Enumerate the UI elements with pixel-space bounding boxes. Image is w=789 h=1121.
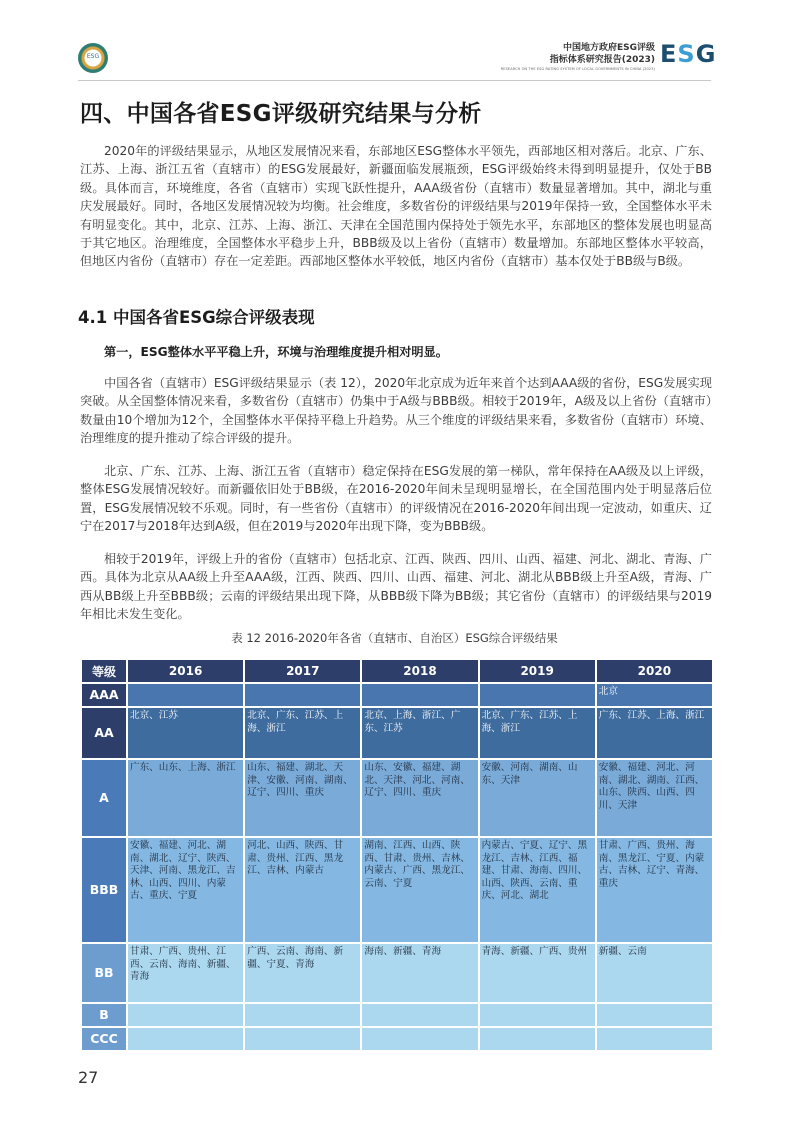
table-cell: 河北、山西、陕西、甘肃、贵州、江西、黑龙江、吉林、内蒙古 — [245, 838, 360, 942]
table-cell — [362, 684, 477, 706]
table-cell: 安徽、福建、河北、湖南、湖北、辽宁、陕西、天津、河南、黑龙江、吉林、山西、四川、内蒙古、重庆、宁夏 — [128, 838, 243, 942]
table-row — [82, 838, 712, 942]
table-row — [82, 708, 712, 758]
grade-label: BBB — [82, 838, 126, 942]
esg-rating-table — [80, 658, 714, 1052]
table-cell: 青海、新疆、广西、贵州 — [480, 944, 595, 1002]
grade-label: AA — [82, 708, 126, 758]
table-header-cell: 2016 — [128, 660, 243, 682]
table-cell: 湖南、江西、山西、陕西、甘肃、贵州、吉林、内蒙古、广西、黑龙江、云南、宁夏 — [362, 838, 477, 942]
table-cell — [128, 684, 243, 706]
table-cell: 北京、上海、浙江、广东、江苏 — [362, 708, 477, 758]
table-header-cell: 2019 — [480, 660, 595, 682]
table-header-cell: 等级 — [82, 660, 126, 682]
body-paragraph-1: 中国各省（直辖市）ESG评级结果显示（表 12），2020年北京成为近年来首个达到AAA级的省份，ESG发展实现突破。从全国整体情况来看，多数省份（直辖市）仍集中于A级与BBB级。相较于2019年，A级及以上省份（直辖市）数量由10个增加为12个，全国整体水平保持平稳上升趋势。从三个维度的评级结果来看，多数省份（直辖市）环境、治理维度的提升推动了综合评级的提升。 — [80, 376, 712, 446]
table-header-row — [82, 660, 712, 682]
table-cell: 北京、广东、江苏、上海、浙江 — [480, 708, 595, 758]
table-cell — [480, 684, 595, 706]
table-cell: 广西、云南、海南、新疆、宁夏、青海 — [245, 944, 360, 1002]
grade-label: CCC — [82, 1028, 126, 1050]
table-header-cell: 2020 — [597, 660, 712, 682]
table-cell: 山东、安徽、福建、湖北、天津、河北、河南、辽宁、四川、重庆 — [362, 760, 477, 836]
table-cell — [480, 1004, 595, 1026]
table-cell: 山东、福建、湖北、天津、安徽、河南、湖南、辽宁、四川、重庆 — [245, 760, 360, 836]
table-cell: 海南、新疆、青海 — [362, 944, 477, 1002]
table-cell: 北京 — [597, 684, 712, 706]
table-cell: 安徽、福建、河北、河南、湖北、湖南、江西、山东、陕西、山西、四川、天津 — [597, 760, 712, 836]
header-title-line2: 指标体系研究报告(2023) — [549, 55, 655, 65]
table-cell — [245, 684, 360, 706]
intro-paragraph: 2020年的评级结果显示，从地区发展情况来看，东部地区ESG整体水平领先，西部地区相对落后。北京、广东、江苏、上海、浙江五省（直辖市）的ESG发展最好，新疆面临发展瓶颈，ESG评级始终未得到明显提升，仅处于BB级。具体而言，环境维度，各省（直辖市）实现飞跃性提升，AAA级省份（直辖市）数量显著增加。其中，湖北与重庆发展最好。同时，各地区发展情况较为均衡。社会维度，多数省份的评级结果与2019年保持一致，全国整体水平未有明显变化。其中，北京、江苏、上海、浙江、天津在全国范围内保持处于领先水平，东部地区的整体发展也明显高于其它地区。治理维度，全国整体水平稳步上升，BBB级及以上省份（直辖市）数量增加。东部地区整体水平较高，但地区内省份（直辖市）存在一定差距。西部地区整体水平较低，地区内省份（直辖市）基本仅处于BB级与B级。 — [80, 144, 712, 269]
lead-sentence: 第一，ESG整体水平平稳上升，环境与治理维度提升相对明显。 — [104, 345, 448, 359]
table-cell — [480, 1028, 595, 1050]
body-paragraph-2: 北京、广东、江苏、上海、浙江五省（直辖市）稳定保持在ESG发展的第一梯队，常年保持在AA级及以上评级，整体ESG发展情况较好。而新疆依旧处于BB级，在2016-2020年间未呈现明显增长，在全国范围内处于明显落后位置，ESG发展情况较不乐观。同时，有一些省份（直辖市）的评级情况在2016-2020年间出现一定波动，如重庆、辽宁在2017与2018年达到A级，但在2019与2020年出现下降，变为BBB级。 — [80, 464, 712, 534]
header-title-line1: 中国地方政府ESG评级 — [562, 43, 655, 53]
table-cell — [362, 1004, 477, 1026]
table-row — [82, 944, 712, 1002]
page-number: 27 — [78, 1068, 99, 1087]
table-row — [82, 1028, 712, 1050]
table-cell — [128, 1004, 243, 1026]
table-header-cell: 2018 — [362, 660, 477, 682]
table-row — [82, 1004, 712, 1026]
header-divider — [78, 80, 711, 81]
table-cell — [245, 1028, 360, 1050]
grade-label: B — [82, 1004, 126, 1026]
body-paragraph-3: 相较于2019年，评级上升的省份（直辖市）包括北京、江西、陕西、四川、山西、福建、河北、湖北、青海、广西。具体为北京从AA级上升至AAA级，江西、陕西、四川、山西、福建、河北、湖北从BBB级上升至A级，青海、广西从BB级上升至BBB级；云南的评级结果出现下降，从BBB级下降为BB级；其它省份（直辖市）的评级结果与2019年相比未发生变化。 — [80, 552, 712, 622]
grade-label: A — [82, 760, 126, 836]
table-cell — [128, 1028, 243, 1050]
table-cell: 内蒙古、宁夏、辽宁、黑龙江、吉林、江西、福建、甘肃、海南、四川、山西、陕西、云南、重庆、河北、湖北 — [480, 838, 595, 942]
table-cell — [245, 1004, 360, 1026]
grade-label: AAA — [82, 684, 126, 706]
esg-brand-logo: ESG — [660, 40, 717, 68]
table-cell: 安徽、河南、湖南、山东、天津 — [480, 760, 595, 836]
table-cell — [597, 1028, 712, 1050]
table-cell — [597, 1004, 712, 1026]
table-caption: 表 12 2016-2020年各省（直辖市、自治区）ESG综合评级结果 — [231, 631, 558, 645]
table-cell: 甘肃、广西、贵州、江西、云南、海南、新疆、青海 — [128, 944, 243, 1002]
table-cell: 新疆、云南 — [597, 944, 712, 1002]
table-cell: 广东、山东、上海、浙江 — [128, 760, 243, 836]
grade-label: BB — [82, 944, 126, 1002]
subsection-title: 4.1 中国各省ESG综合评级表现 — [78, 308, 315, 327]
table-cell: 甘肃、广西、贵州、海南、黑龙江、宁夏、内蒙古、吉林、辽宁、青海、重庆 — [597, 838, 712, 942]
table-row — [82, 760, 712, 836]
table-cell: 北京、广东、江苏、上海、浙江 — [245, 708, 360, 758]
table-cell: 广东、江苏、上海、浙江 — [597, 708, 712, 758]
section-title: 四、中国各省ESG评级研究结果与分析 — [80, 101, 482, 127]
report-header — [501, 42, 655, 72]
table-header-cell: 2017 — [245, 660, 360, 682]
report-logo-icon: ESG — [78, 43, 108, 73]
table-cell — [362, 1028, 477, 1050]
table-row — [82, 684, 712, 706]
table-cell: 北京、江苏 — [128, 708, 243, 758]
header-subtitle-en: RESEARCH ON THE ESG RATING SYSTEM OF LOCAL GOVERNMENTS IN CHINA (2023) — [500, 67, 655, 71]
